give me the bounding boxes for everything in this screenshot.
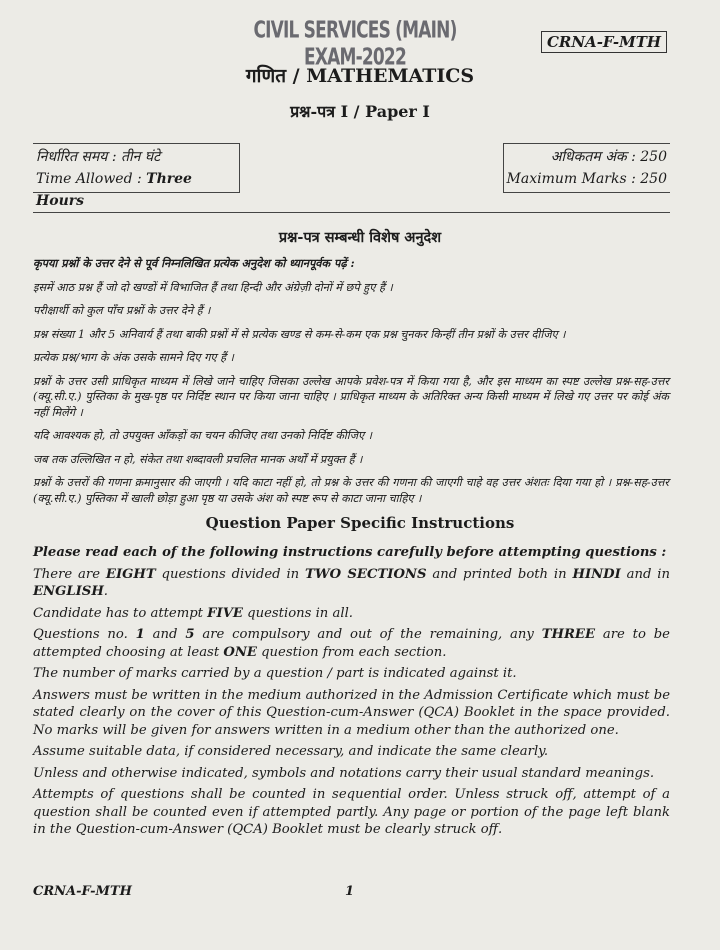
text-run: questions in all.	[242, 605, 353, 621]
time-allowed-label: Time Allowed :	[36, 171, 147, 187]
emphasis: 1	[135, 627, 145, 642]
maximum-marks-hindi: अधिकतम अंक : 250	[550, 149, 667, 165]
hindi-instructions-lead: कृपया प्रश्नों के उत्तर देने से पूर्व निम्नलिखित प्रत्येक अनुदेश को ध्यानपूर्वक पढ़ें :	[33, 256, 355, 270]
page-number: 1	[345, 884, 355, 899]
hindi-instruction-item: यदि आवश्यक हो, तो उपयुक्त आँकड़ों का चयन कीजिए तथा उनको निर्दिष्ट कीजिए ।	[33, 429, 372, 442]
emphasis: THREE	[541, 627, 596, 642]
hindi-instruction-item: प्रश्नों के उत्तर उसी प्राधिकृत माध्यम में लिखे जाने चाहिए जिसका उल्लेख आपके प्रवेश-पत्र में किया गया है, और इस माध्यम का स्पष्ट उल्लेख प्रश्न-सह-उत्तर (क्यू.सी.ए.) पुस्तिका के मुख-पृष्ठ पर निर्दिष्ट स्थान पर किया जाना चाहिए । प्राधिकृत माध्यम के अतिरिक्त अन्य किसी माध्यम में लिखे गए उत्तर पर कोई अंक नहीं मिलेंगे ।	[33, 374, 669, 419]
time-allowed-value: Three Hours	[36, 171, 192, 209]
maximum-marks-box	[503, 143, 670, 193]
emphasis: EIGHT	[105, 566, 156, 582]
text-run: Questions no.	[33, 627, 136, 642]
hindi-instruction-item: परीक्षार्थी को कुल पाँच प्रश्नों के उत्तर देने हैं ।	[33, 304, 211, 317]
english-instructions-lead: Please read each of the following instructions carefully before attempting questions :	[33, 545, 667, 560]
text-run: and in	[620, 566, 670, 582]
footer-paper-code: CRNA-F-MTH	[33, 884, 132, 899]
english-instruction-item: Attempts of questions shall be counted in sequential order. Unless struck off, attempt of a question shall be counted even if attempted partly. Any page or portion of the page left blank in the Question-cum-Answer (QCA) Booklet must be clearly struck off.	[33, 787, 670, 837]
hindi-instructions-heading: प्रश्न-पत्र सम्बन्धी विशेष अनुदेश	[278, 229, 442, 246]
text-run: .	[103, 584, 108, 599]
text-run: question from each section.	[256, 644, 447, 660]
time-allowed-box	[33, 143, 240, 209]
emphasis: FIVE	[207, 605, 243, 621]
hindi-instruction-item: प्रत्येक प्रश्न/भाग के अंक उसके सामने दिए गए हैं ।	[33, 351, 234, 364]
english-instruction-item: The number of marks carried by a question / part is indicated against it.	[33, 666, 517, 681]
text-run: and printed both in	[426, 566, 573, 582]
emphasis: HINDI	[572, 566, 621, 582]
english-instructions	[33, 544, 670, 843]
english-instruction-item: Unless and otherwise indicated, symbols and notations carry their usual standard meanings.	[33, 765, 655, 781]
text-run: are to be attempted choosing at least	[33, 627, 670, 660]
header-divider	[33, 212, 670, 213]
english-instruction-item	[33, 626, 670, 661]
time-allowed-english	[36, 168, 239, 212]
emphasis: ENGLISH	[33, 584, 104, 599]
subject-title: गणित / MATHEMATICS	[245, 65, 475, 87]
english-instructions-heading: Question Paper Specific Instructions	[205, 514, 515, 532]
hindi-instruction-item: जब तक उल्लिखित न हो, संकेत तथा शब्दावली प्रचलित मानक अर्थों में प्रयुक्त हैं ।	[33, 452, 363, 466]
text-run: Candidate has to attempt	[33, 605, 208, 621]
hindi-instruction-item: इसमें आठ प्रश्न हैं जो दो खण्डों में विभाजित हैं तथा हिन्दी और अंग्रेज़ी दोनों में छपे हुए हैं ।	[33, 280, 393, 294]
time-allowed-hindi: निर्धारित समय : तीन घंटे	[36, 149, 161, 165]
emphasis: 5	[185, 627, 195, 642]
paper-title: प्रश्न-पत्र I / Paper I	[290, 102, 430, 121]
exam-banner: CIVIL SERVICES (MAIN) EXAM-2022	[253, 17, 457, 71]
english-instruction-item	[33, 566, 670, 601]
english-instruction-item: Answers must be written in the medium authorized in the Admission Certificate which must be stated clearly on the cover of this Question-cum-Answer (QCA) Booklet in the space provided. No marks will be given for answers written in a medium other than the authorized one.	[33, 687, 670, 738]
hindi-instructions	[33, 256, 669, 514]
paper-code-box: CRNA-F-MTH	[541, 31, 667, 53]
text-run: There are	[33, 566, 106, 582]
emphasis: ONE	[223, 644, 257, 660]
emphasis: TWO SECTIONS	[305, 566, 427, 582]
english-instruction-item	[33, 605, 670, 623]
text-run: are compulsory and out of the remaining, any	[194, 627, 542, 642]
english-instruction-item: Assume suitable data, if considered necessary, and indicate the same clearly.	[33, 744, 549, 759]
hindi-instruction-item: प्रश्न संख्या 1 और 5 अनिवार्य हैं तथा बाकी प्रश्नों में से प्रत्येक खण्ड से कम-से-कम एक प्रश्न चुनकर किन्हीं तीन प्रश्नों के उत्तर दीजिए ।	[33, 327, 566, 341]
text-run: and	[144, 627, 186, 642]
text-run: questions divided in	[155, 566, 306, 582]
hindi-instruction-item: प्रश्नों के उत्तरों की गणना क्रमानुसार की जाएगी । यदि काटा नहीं हो, तो प्रश्न के उत्तर की गणना की जाएगी चाहे वह उत्तर अंशतः दिया गया हो । प्रश्न-सह-उत्तर (क्यू.सी.ए.) पुस्तिका में खाली छोड़ा हुआ पृष्ठ या उसके अंश को स्पष्ट रूप से काटा जाना चाहिए ।	[33, 476, 669, 505]
maximum-marks-english: Maximum Marks : 250	[506, 171, 667, 187]
